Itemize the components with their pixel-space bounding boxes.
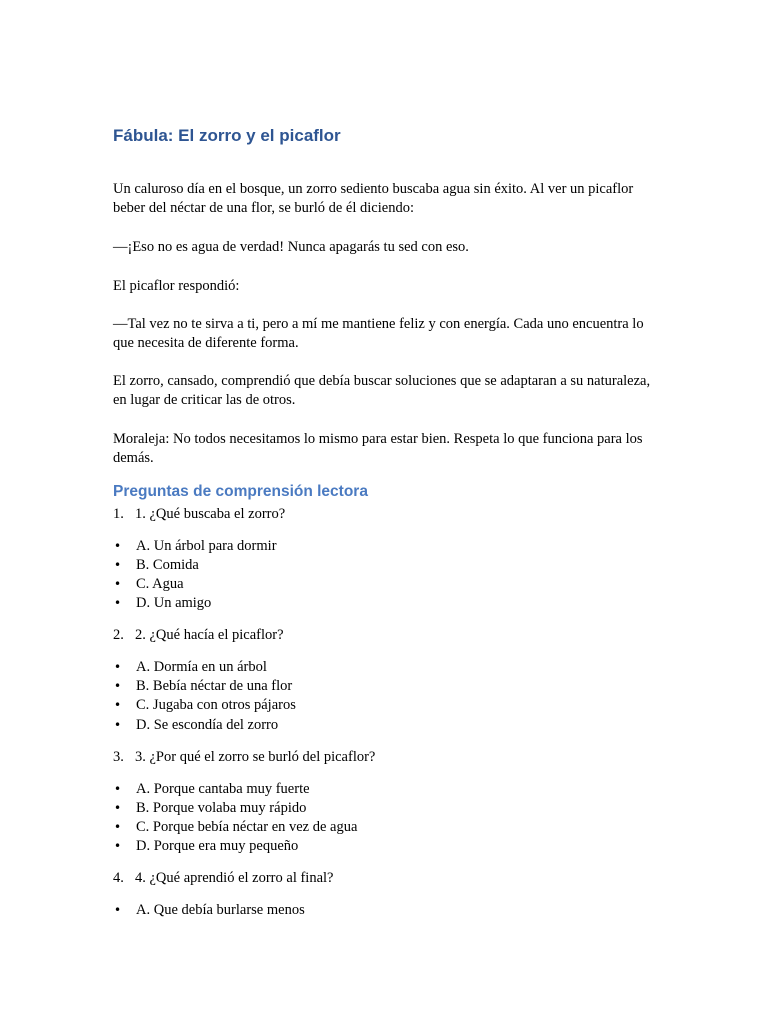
story-paragraph-5: El zorro, cansado, comprendió que debía buscar soluciones que se adaptaran a su naturaleza, en lugar de criticar las de otros. xyxy=(113,373,651,408)
option-text: C. Agua xyxy=(136,576,184,592)
option-text: A. Dormía en un árbol xyxy=(136,659,267,675)
option-text: B. Porque volaba muy rápido xyxy=(136,800,307,816)
bullet-icon: • xyxy=(114,820,122,834)
option-item xyxy=(113,594,211,613)
option-text: C. Jugaba con otros pájaros xyxy=(136,697,296,713)
question-number: 3. xyxy=(113,749,124,765)
bullet-icon: • xyxy=(114,801,122,815)
option-item xyxy=(113,556,199,575)
option-item xyxy=(113,575,184,594)
question-4 xyxy=(113,869,333,888)
bullet-icon: • xyxy=(114,903,122,917)
bullet-icon: • xyxy=(114,539,122,553)
question-text: 2. ¿Qué hacía el picaflor? xyxy=(135,627,284,643)
document-title: Fábula: El zorro y el picaflor xyxy=(113,126,341,145)
option-text: B. Bebía néctar de una flor xyxy=(136,678,293,694)
option-item xyxy=(113,716,278,735)
option-item xyxy=(113,837,298,856)
bullet-icon: • xyxy=(114,718,122,732)
option-text: B. Comida xyxy=(136,557,199,573)
option-text: D. Un amigo xyxy=(136,595,212,611)
bullet-icon: • xyxy=(114,577,122,591)
question-3 xyxy=(113,748,375,767)
bullet-icon: • xyxy=(114,679,122,693)
bullet-icon: • xyxy=(114,558,122,572)
option-item xyxy=(113,696,296,715)
story-paragraph-4: —Tal vez no te sirva a ti, pero a mí me mantiene feliz y con energía. Cada uno encuentra lo que necesita de diferente forma. xyxy=(113,316,644,351)
option-item xyxy=(113,658,267,677)
option-item xyxy=(113,799,306,818)
option-item xyxy=(113,537,277,556)
option-item xyxy=(113,780,310,799)
bullet-icon: • xyxy=(114,839,122,853)
question-number: 2. xyxy=(113,627,124,643)
option-item xyxy=(113,818,357,837)
bullet-icon: • xyxy=(114,782,122,796)
option-text: D. Porque era muy pequeño xyxy=(136,838,299,854)
option-text: A. Porque cantaba muy fuerte xyxy=(136,781,310,797)
question-text: 4. ¿Qué aprendió el zorro al final? xyxy=(135,870,334,886)
option-text: A. Que debía burlarse menos xyxy=(136,902,305,918)
option-text: A. Un árbol para dormir xyxy=(136,538,277,554)
bullet-icon: • xyxy=(114,698,122,712)
story-paragraph-1: Un caluroso día en el bosque, un zorro sediento buscaba agua sin éxito. Al ver un picaflor beber del néctar de una flor, se burló de él diciendo: xyxy=(113,181,634,216)
question-number: 1. xyxy=(113,506,124,522)
bullet-icon: • xyxy=(114,660,122,674)
story-paragraph-3: El picaflor respondió: xyxy=(113,278,240,294)
question-2 xyxy=(113,626,284,645)
question-text: 1. ¿Qué buscaba el zorro? xyxy=(135,506,286,522)
option-text: C. Porque bebía néctar en vez de agua xyxy=(136,819,358,835)
question-1 xyxy=(113,505,285,524)
moral-paragraph: Moraleja: No todos necesitamos lo mismo para estar bien. Respeta lo que funciona para los demás. xyxy=(113,431,643,466)
option-item xyxy=(113,901,305,920)
questions-heading: Preguntas de comprensión lectora xyxy=(113,483,368,500)
question-number: 4. xyxy=(113,870,124,886)
story-paragraph-2: —¡Eso no es agua de verdad! Nunca apagarás tu sed con eso. xyxy=(113,239,469,255)
option-text: D. Se escondía del zorro xyxy=(136,717,279,733)
question-text: 3. ¿Por qué el zorro se burló del picaflor? xyxy=(135,749,376,765)
option-item xyxy=(113,677,292,696)
bullet-icon: • xyxy=(114,596,122,610)
